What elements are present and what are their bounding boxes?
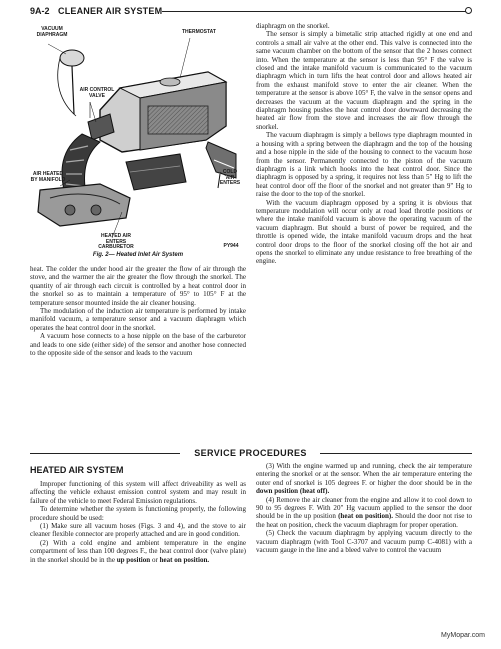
heated-air-system-heading: HEATED AIR SYSTEM [30, 465, 124, 475]
page-number: 9A-2 [30, 6, 50, 16]
paragraph [256, 496, 472, 530]
text-run: Should the door not rise to the heat on position, check the vacuum diaphragm for proper operation. [256, 512, 472, 529]
text-run: or [150, 555, 160, 564]
paragraph: The vacuum diaphragm is simply a bellows type diaphragm mounted in a housing with a spring between the diaphragm and the top of the housing and a hose nipple in the side of the housing to connect to the vacuum hose from the sensor. Permanently connected to the piston of the vacuum diaphragm is a link which hooks into the heat control door. Since the diaphragm is opposed by a spring, it requires not less than 5" Hg to lift the heat control door off the floor of the snorkel and not greater than 9" Hg to raise the door to the top of the snorkel. [256, 131, 472, 199]
text-run: (4) Remove the air cleaner from the engine and allow it to cool down to 90 to 95 degrees F. With 20" Hg vacuum applied to the sensor the door should be in the up position [256, 495, 472, 521]
paragraph [256, 462, 472, 496]
left-column-bottom [30, 480, 246, 564]
paragraph: A vacuum hose connects to a hose nipple on the base of the carburetor and leads to one side (either side) of the sensor and another hose connected to the opposite side of the sensor and leads to the vacuum [30, 332, 246, 358]
paragraph: The modulation of the induction air temperature is performed by intake manifold vacuum, a temperature sensor and a vacuum diaphragm which operates the heat control door in the snorkel. [30, 307, 246, 332]
text-run: (2) With a cold engine and ambient temperature in the engine compartment of less than 100 degrees F., the heat control door (valve plate) in the snorkel should be in the [30, 538, 246, 564]
service-procedures-heading [0, 448, 501, 458]
label-air-heated-by-manifold: AIR HEATED BY MANIFOLD [30, 171, 66, 183]
vacuum-diaphragm [58, 50, 84, 116]
right-column-top [256, 22, 472, 266]
right-column-bottom [256, 462, 472, 554]
section-title: CLEANER AIR SYSTEM [58, 6, 163, 16]
paragraph: To determine whether the system is functioning properly, the following procedure should be used: [30, 505, 246, 522]
label-air-control-valve: AIR CONTROL VALVE [79, 87, 115, 99]
heated-air-system-illustration [30, 22, 246, 252]
paragraph: diaphragm on the snorkel. [256, 22, 330, 30]
figure-caption: Fig. 2— Heated Inlet Air System [92, 252, 184, 258]
paragraph: With the vacuum diaphragm opposed by a spring it is obvious that temperature modulation will occur only at road load throttle positions or where the intake manifold vacuum is above the operating vacuum of the vacuum diaphragm. But should a burst of power be required, and the throttle is opened wide, the intake manifold vacuum drops and the heat control door drops to the floor of the snorkel closing off the hot air and opens the snorkel to eliminate any undue resistance to free breathing of the engine. [256, 198, 472, 266]
left-column-top [30, 265, 246, 357]
figure-code: PY944 [223, 243, 239, 249]
bold-text: (heat on position). [338, 512, 394, 521]
exhaust-manifold-stove [38, 184, 130, 226]
service-procedures-title: SERVICE PROCEDURES [194, 448, 307, 458]
bold-text: down position (heat off). [256, 487, 330, 496]
label-vacuum-diaphragm: VACUUM DIAPHRAGM [36, 26, 68, 38]
paragraph: (1) Make sure all vacuum hoses (Figs. 3 and 4), and the stove to air cleaner flexible connector are properly attached and are in good condition. [30, 522, 246, 539]
carburetor [126, 154, 186, 190]
header-rule [162, 11, 466, 12]
bold-text: heat on position. [159, 555, 210, 564]
paragraph: Improper functioning of this system will affect driveability as well as affecting the vehicle exhaust emission control system and may result in failure of the vehicle to meet Federal Emission regulations. [30, 480, 246, 505]
bold-text: up position [116, 555, 151, 564]
page-header [30, 6, 472, 18]
figure-heated-inlet-air-system [30, 22, 246, 252]
label-thermostat: THERMOSTAT [182, 29, 216, 35]
label-cold-air-enters: COLD AIR ENTERS [219, 169, 241, 187]
label-heated-air-enters-carburetor: HEATED AIR ENTERS CARBURETOR [98, 233, 134, 251]
header-end-circle [465, 7, 472, 14]
paragraph: The sensor is simply a bimetalic strip attached rigidly at one end and controls a small air valve at the other end. This valve is connected into the same vacuum chamber on the bottom of the sensor that the 2 hoses connect into. When the temperature at the sensor is less than 95° F the valve is closed and the intake manifold vacuum is communicated to the vacuum diaphragm which in turn lifts the heat control door and allows heated air from the exhaust manifold stove to enter the air cleaner. When the temperature at the sensor is above 105° F, the valve in the sensor opens and decreases the vacuum at the vacuum diaphragm and the spring in the diaphragm housing pushes the heat control door downward decreasing the heated air flow from the stove and increases the air flow through the snorkel. [256, 30, 472, 131]
air-cleaner-housing [100, 72, 226, 152]
paragraph: heat. The colder the under hood air the greater the flow of air through the stove, and the warmer the air the greater the flow through the snorkel. The quantity of air through each circuit is controlled by a heat control door in the snorkel so as to maintain a temperature of 95° to 105° F at the temperature sensor mounted inside the air cleaner housing. [30, 265, 246, 307]
paragraph [30, 539, 246, 564]
paragraph: (5) Check the vacuum diaphragm by applying vacuum directly to the vacuum diaphragm (with Tool C-3707 and vacuum pump C-4081) with a vacuum gauge in the line and a bleed valve to control the vacuum [256, 529, 472, 555]
heading-rule-left [30, 453, 180, 454]
heading-rule-right [320, 453, 472, 454]
footer-source: MyMopar.com [441, 632, 485, 639]
text-run: (3) With the engine warmed up and running, check the air temperature entering the snorkel or at the sensor. When the air temperature entering the outer end of snorkel is 105 degrees F. or higher the door should be in the [256, 462, 472, 487]
